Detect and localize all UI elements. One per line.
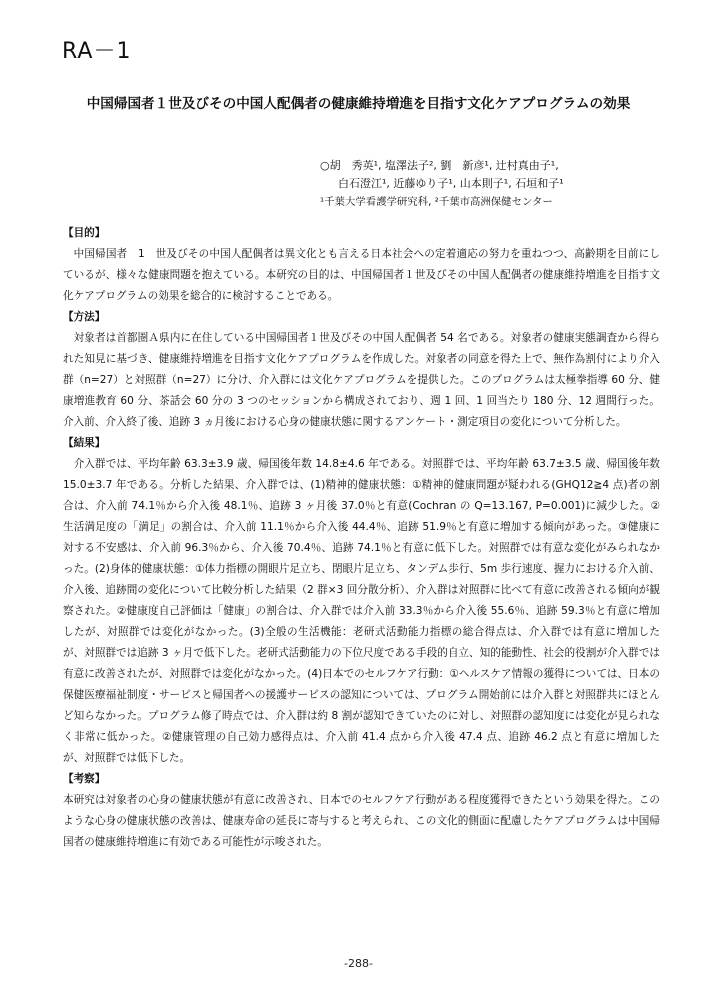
section-heading: 【目的】 <box>63 227 106 239</box>
section-methods <box>63 307 660 433</box>
section-results <box>63 433 660 769</box>
section-paragraph: 本研究は対象者の心身の健康状態が有意に改善され、日本でのセルフケア行動がある程度獲得できたという効果を得た。このような心身の健康状態の改善は、健康寿命の延長に寄与すると考えられ、この文化的側面に配慮したケアプログラムは中国帰国者の健康維持増進に有効である可能性が示唆された。 <box>63 794 660 848</box>
abstract-body <box>63 223 660 853</box>
author-line-1: ○胡 秀英¹, 塩澤法子², 劉 新彦¹, 辻村真由子¹, <box>320 159 559 172</box>
section-paragraph: 中国帰国者 1 世及びその中国人配偶者は異文化とも言える日本社会への定着適応の努力を重ねつつ、高齢期を目前にしているが、様々な健康問題を抱えている。本研究の目的は、中国帰国者１世及びその中国人配偶者の健康維持増進を目指す文化ケアプログラムの効果を総合的に検討することである。 <box>63 248 660 302</box>
section-heading: 【結果】 <box>63 437 106 449</box>
author-line-2: 白石澄江¹, 近藤ゆり子¹, 山本則子¹, 石垣和子¹ <box>338 177 564 190</box>
abstract-code: RA－1 <box>62 39 132 64</box>
section-heading: 【方法】 <box>63 311 106 323</box>
section-paragraph: 対象者は首都圏Ａ県内に在住している中国帰国者１世及びその中国人配偶者 54 名である。対象者の健康実態調査から得られた知見に基づき、健康維持増進を目指す文化ケアプログラムを作成した。対象者の同意を得た上で、無作為割付により介入群（n=27）と対照群（n=27）に分け、介入群には文化ケアプログラムを提供した。このプログラムは太極拳指導 60 分、健康増進教育 60 分、茶話会 60 分の 3 つのセッションから構成されており、週 1 回、1 回当たり 180 分、12 週間行った。介入前、介入終了後、追跡 3 ヵ月後における心身の健康状態に関するアンケート・測定項目の変化について分析した。 <box>63 332 660 428</box>
section-heading: 【考察】 <box>63 773 106 785</box>
page-number: -288- <box>344 957 373 970</box>
paper-title: 中国帰国者１世及びその中国人配偶者の健康維持増進を目指す文化ケアプログラムの効果 <box>86 96 631 112</box>
section-purpose <box>63 223 660 307</box>
author-block <box>320 157 650 211</box>
section-discussion <box>63 769 660 853</box>
affiliation-line: ¹千葉大学看護学研究科, ²千葉市高洲保健センター <box>320 196 553 208</box>
section-paragraph: 介入群では、平均年齢 63.3±3.9 歳、帰国後年数 14.8±4.6 年である。対照群では、平均年齢 63.7±3.5 歳、帰国後年数 15.0±3.7 年である。分析した結果、介入群では、(1)精神的健康状態：①精神的健康問題が疑われる(GHQ12≧4 点)者の割合は、介入前 74.1％から介入後 48.1％、追跡 3 ヶ月後 37.0％と有意(Cochran の Q=13.167, P=0.001)に減少した。②生活満足度の「満足」の割合は、介入前 11.1％から介入後 44.4％、追跡 51.9％と有意に増加する傾向があった。③健康に対する不安感は、介入前 96.3％から、介入後 70.4％、追跡 74.1％と有意に低下した。対照群では有意な変化がみられなかった。(2)身体的健康状態：①体力指標の開眼片足立ち、閉眼片足立ち、タンデム歩行、5m 歩行速度、握力における介入前、介入後、追跡間の変化について比較分析した結果（2 群×3 回分散分析）、介入群は対照群に比べて有意に改善される傾向が観察された。②健康度自己評価は「健康」の割合は、介入群では介入前 33.3％から介入後 55.6％、追跡 59.3％と有意に増加したが、対照群では変化がなかった。(3)全般の生活機能：老研式活動能力指標の総合得点は、介入群では有意に増加したが、対照群では追跡 3 ヶ月で低下した。老研式活動能力の下位尺度である手段的自立、知的能動性、社会的役割が介入群では有意に改善されたが、対照群では変化がなかった。(4)日本でのセルフケア行動：①ヘルスケア情報の獲得については、日本の保健医療福祉制度・サービスと帰国者への援護サービスの認知については、プログラム開始前には介入群と対照群共にほとんど知らなかった。プログラム修了時点では、介入群は約 8 割が認知できていたのに対し、対照群の認知度には変化が見られなく非常に低かった。②健康管理の自己効力感得点は、介入前 41.4 点から介入後 47.4 点、追跡 46.2 点と有意に増加したが、対照群では低下した。 <box>63 458 660 764</box>
